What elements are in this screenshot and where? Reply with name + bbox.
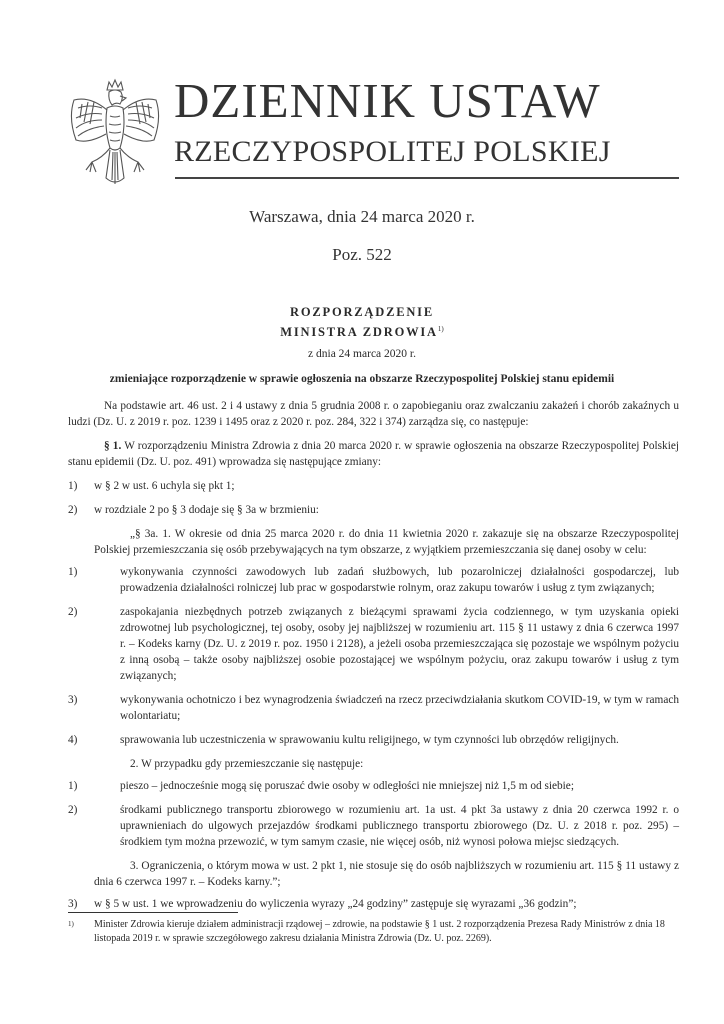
- quoted-list-item: [68, 604, 679, 684]
- item-text: zaspokajania niezbędnych potrzeb związanych z bieżącymi sprawami życia codziennego, w tym uzyskania opieki zdrowotnej lub psychologicznej, tej osoby, osoby jej najbliższej w rozumieniu art. 115 § 11 ustawy z dnia 6 czerwca 1997 r. – Kodeks karny (Dz. U. z 2019 r. poz. 1950 i 2128), a jeżeli osoba przemieszczająca się pozostaje we wspólnym pożyciu z inną osobą – także osoby najbliższej osobie pozostającej we wspólnym pożyciu, oraz zakupu towarów i usług z tym związanych;: [120, 606, 679, 682]
- polish-eagle-emblem-icon: [62, 78, 168, 194]
- act-body: [68, 398, 679, 920]
- footnote-mark: 1): [68, 920, 74, 928]
- quoted-list-item: [68, 692, 679, 724]
- act-date: z dnia 24 marca 2020 r.: [308, 348, 416, 360]
- item-text: wykonywania czynności zawodowych lub zadań służbowych, lub pozarolniczej działalności gospodarczej, lub prowadzenia działalności rolniczej lub prac w gospodarstwie rolnym, oraz zakupu towarów i usług z tym związanych;: [120, 566, 679, 594]
- change-item: [68, 502, 679, 518]
- quoted-list-item: [68, 564, 679, 596]
- quoted-list-item: [68, 778, 679, 794]
- change-item: [68, 896, 679, 912]
- act-issuer: [0, 325, 724, 340]
- footnote-text: Minister Zdrowia kieruje działem administracji rządowej – zdrowie, na podstawie § 1 ust. 2 rozporządzenia Prezesa Rady Ministrów z dnia 18 listopada 2019 r. w sprawie szczegółowego zakresu działania Ministra Zdrowia (Dz. U. poz. 2269).: [94, 919, 665, 944]
- quoted-ust-2-intro: 2. W przypadku gdy przemieszczanie się następuje:: [130, 758, 364, 770]
- quoted-ust-1-intro: „§ 3a. 1. W okresie od dnia 25 marca 2020 r. do dnia 11 kwietnia 2020 r. zakazuje się na obszarze Rzeczypospolitej Polskiej przemieszczania się osób przebywających na tym obszarze, z wyjątkiem przemieszczania się danej osoby w celu:: [94, 528, 679, 556]
- act-subject: zmieniające rozporządzenie w sprawie ogłoszenia na obszarze Rzeczypospolitej Polskiej stanu epidemii: [109, 373, 615, 385]
- position-number: Poz. 522: [332, 245, 392, 264]
- footnote: [68, 918, 679, 946]
- quoted-list-item: [68, 732, 679, 748]
- quoted-ust-3: 3. Ograniczenia, o którym mowa w ust. 2 pkt 1, nie stosuje się do osób najbliższych w rozumieniu art. 115 § 11 ustawy z dnia 6 czerwca 1997 r. – Kodeks karny.”;: [94, 860, 679, 888]
- change-number: 3): [68, 898, 78, 910]
- section-1: [68, 438, 679, 470]
- item-text: środkami publicznego transportu zbiorowego w rozumieniu art. 1a ust. 4 pkt 3a ustawy z dnia 20 czerwca 1992 r. o uprawnieniach do ulgowych przejazdów środkami publicznego transportu zbiorowego (Dz. U. z 2018 r. poz. 295) – środkiem tym można przewozić, w tym samym czasie, nie więcej osób, niż wynosi połowa miejsc siedzących.: [120, 804, 679, 848]
- footnote-reference: 1): [437, 325, 444, 333]
- journal-subtitle: RZECZYPOSPOLITEJ POLSKIEJ: [174, 135, 611, 168]
- item-number: 4): [68, 734, 78, 746]
- section-1-label: § 1.: [104, 440, 122, 452]
- item-number: 3): [68, 694, 78, 706]
- item-number: 1): [68, 566, 78, 578]
- change-text: w § 2 w ust. 6 uchyla się pkt 1;: [94, 480, 235, 492]
- quoted-section-3a: [68, 526, 679, 890]
- item-number: 1): [68, 780, 78, 792]
- act-issuer-name: MINISTRA ZDROWIA: [280, 325, 438, 340]
- act-type: ROZPORZĄDZENIE: [290, 305, 434, 319]
- change-text: w rozdziale 2 po § 3 dodaje się § 3a w brzmieniu:: [94, 504, 319, 516]
- publication-date: Warszawa, dnia 24 marca 2020 r.: [249, 207, 475, 226]
- item-text: sprawowania lub uczestniczenia w sprawowaniu kultu religijnego, w tym czynności lub obrzędów religijnych.: [120, 734, 619, 746]
- change-text: w § 5 w ust. 1 we wprowadzeniu do wyliczenia wyrazy „24 godziny” zastępuje się wyrazami „36 godzin”;: [94, 898, 577, 910]
- quoted-list-item: [68, 802, 679, 850]
- item-text: wykonywania ochotniczo i bez wynagrodzenia świadczeń na rzecz przeciwdziałania skutkom COVID-19, w tym w ramach wolontariatu;: [120, 694, 679, 722]
- footnote-divider: [68, 912, 238, 913]
- item-text: pieszo – jednocześnie mogą się poruszać dwie osoby w odległości nie mniejszej niż 1,5 m od siebie;: [120, 780, 574, 792]
- preamble: Na podstawie art. 46 ust. 2 i 4 ustawy z dnia 5 grudnia 2008 r. o zapobieganiu oraz zwalczaniu zakażeń i chorób zakaźnych u ludzi (Dz. U. z 2019 r. poz. 1239 i 1495 oraz z 2020 r. poz. 284, 322 i 374) zarządza się, co następuje:: [68, 400, 679, 428]
- change-number: 2): [68, 504, 78, 516]
- journal-title: DZIENNIK USTAW: [174, 73, 601, 128]
- item-number: 2): [68, 606, 78, 618]
- item-number: 2): [68, 804, 78, 816]
- change-item: [68, 478, 679, 494]
- section-1-text: W rozporządzeniu Ministra Zdrowia z dnia 20 marca 2020 r. w sprawie ogłoszenia na obszarze Rzeczypospolitej Polskiej stanu epidemii (Dz. U. poz. 491) wprowadza się następujące zmiany:: [68, 440, 679, 468]
- masthead-divider: [175, 177, 679, 179]
- change-number: 1): [68, 480, 78, 492]
